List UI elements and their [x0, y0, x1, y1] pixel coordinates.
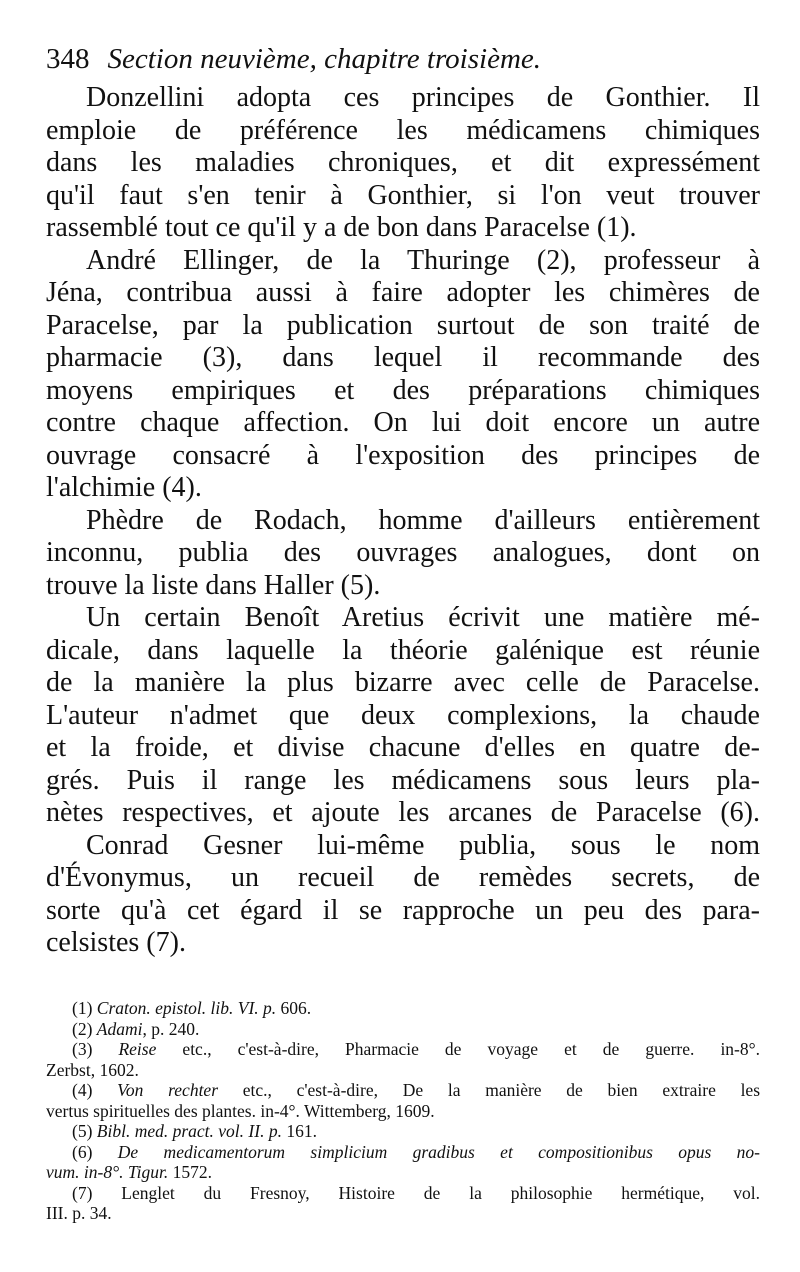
- footnote-number: (7): [72, 1182, 93, 1203]
- text-line: Un certain Benoît Aretius écrivit une matière mé-: [86, 602, 760, 633]
- footnote-number: (2): [72, 1018, 93, 1039]
- footnote-4-continued: vertus spirituelles des plantes. in-4°. Wittemberg, 1609.: [46, 1100, 435, 1121]
- footnote-5: [46, 1121, 760, 1142]
- text-line: Jéna, contribua aussi à faire adopter les chimères de: [46, 277, 760, 308]
- footnote-citation: Von rechter: [117, 1080, 219, 1100]
- footnote-6: [46, 1142, 760, 1163]
- text-line: nètes respectives, et ajoute les arcanes de Paracelse (6).: [46, 797, 760, 828]
- footnote-text: 1572.: [168, 1162, 212, 1182]
- text-line: Phèdre de Rodach, homme d'ailleurs entièrement: [86, 504, 760, 536]
- footnote-citation: Bibl. med. pract. vol. II. p.: [96, 1121, 282, 1141]
- footnote-number: (5): [72, 1121, 93, 1141]
- footnote-text: , p. 240.: [142, 1018, 200, 1039]
- text-line: l'alchimie (4).: [46, 472, 202, 503]
- text-line: pharmacie (3), dans lequel il recommande des: [46, 342, 760, 373]
- text-line: emploie de préférence les médicamens chimiques: [46, 114, 760, 146]
- text-line: moyens empiriques et des préparations chimiques: [46, 374, 760, 406]
- footnote-text: 606.: [276, 998, 312, 1018]
- footnote-number: (3): [72, 1039, 93, 1059]
- footnote-2: [46, 1019, 760, 1040]
- footnote-6-continued: [46, 1162, 760, 1183]
- footnote-7-continued: III. p. 34.: [46, 1203, 112, 1223]
- running-title: Section neuvième, chapitre troisième.: [107, 43, 542, 75]
- text-line: dans les maladies chroniques, et dit expressément: [46, 147, 760, 178]
- text-line: rassemblé tout ce qu'il y a de bon dans Paracelse (1).: [46, 212, 637, 243]
- text-line: trouve la liste dans Haller (5).: [46, 569, 381, 601]
- footnotes: [46, 998, 760, 1224]
- text-line: grés. Puis il range les médicamens sous leurs pla-: [46, 764, 760, 796]
- footnote-citation: Reise: [118, 1039, 157, 1059]
- footnote-4: [46, 1080, 760, 1101]
- footnote-1: [46, 998, 760, 1019]
- running-header: [46, 38, 766, 80]
- body-text: [46, 82, 760, 960]
- text-line: André Ellinger, de la Thuringe (2), professeur à: [86, 244, 760, 276]
- footnote-citation: De medicamentorum simplicium gradibus et compositionibus opus no-: [117, 1141, 761, 1162]
- text-line: de la manière la plus bizarre avec celle de Paracelse.: [46, 667, 760, 698]
- footnote-7: [46, 1183, 760, 1204]
- page-number: 348: [46, 43, 90, 75]
- footnote-text: 161.: [281, 1121, 317, 1141]
- footnote-number: (6): [72, 1141, 93, 1162]
- text-line: qu'il faut s'en tenir à Gonthier, si l'on veut trouver: [46, 179, 760, 211]
- text-line: Donzellini adopta ces principes de Gonthier. Il: [86, 82, 760, 113]
- text-line: sorte qu'à cet égard il se rapproche un peu des para-: [46, 894, 760, 926]
- footnote-citation: Adami: [96, 1018, 143, 1039]
- footnote-number: (4): [72, 1080, 93, 1100]
- text-line: contre chaque affection. On lui doit encore un autre: [46, 407, 760, 438]
- text-line: ouvrage consacré à l'exposition des principes de: [46, 439, 760, 471]
- text-line: L'auteur n'admet que deux complexions, la chaude: [46, 699, 760, 731]
- footnote-citation: Craton. epistol. lib. VI. p.: [96, 998, 277, 1018]
- footnote-3: [46, 1039, 760, 1060]
- footnote-citation: vum. in-8°. Tigur.: [46, 1162, 169, 1182]
- text-line: Paracelse, par la publication surtout de son traité de: [46, 309, 760, 341]
- footnote-text: etc., c'est-à-dire, Pharmacie de voyage et de guerre. in-8°.: [156, 1039, 761, 1059]
- text-line: Conrad Gesner lui-même publia, sous le nom: [86, 829, 760, 861]
- footnote-text: etc., c'est-à-dire, De la manière de bien extraire les: [218, 1080, 761, 1100]
- footnote-number: (1): [72, 998, 93, 1018]
- footnote-text: Lenglet du Fresnoy, Histoire de la philosophie hermétique, vol.: [121, 1182, 761, 1203]
- text-line: inconnu, publia des ouvrages analogues, dont on: [46, 537, 760, 568]
- footnote-3-continued: Zerbst, 1602.: [46, 1059, 139, 1080]
- text-line: d'Évonymus, un recueil de remèdes secrets, de: [46, 862, 760, 893]
- text-line: dicale, dans laquelle la théorie galénique est réunie: [46, 634, 760, 666]
- text-line: celsistes (7).: [46, 927, 186, 958]
- text-line: et la froide, et divise chacune d'elles en quatre de-: [46, 732, 760, 763]
